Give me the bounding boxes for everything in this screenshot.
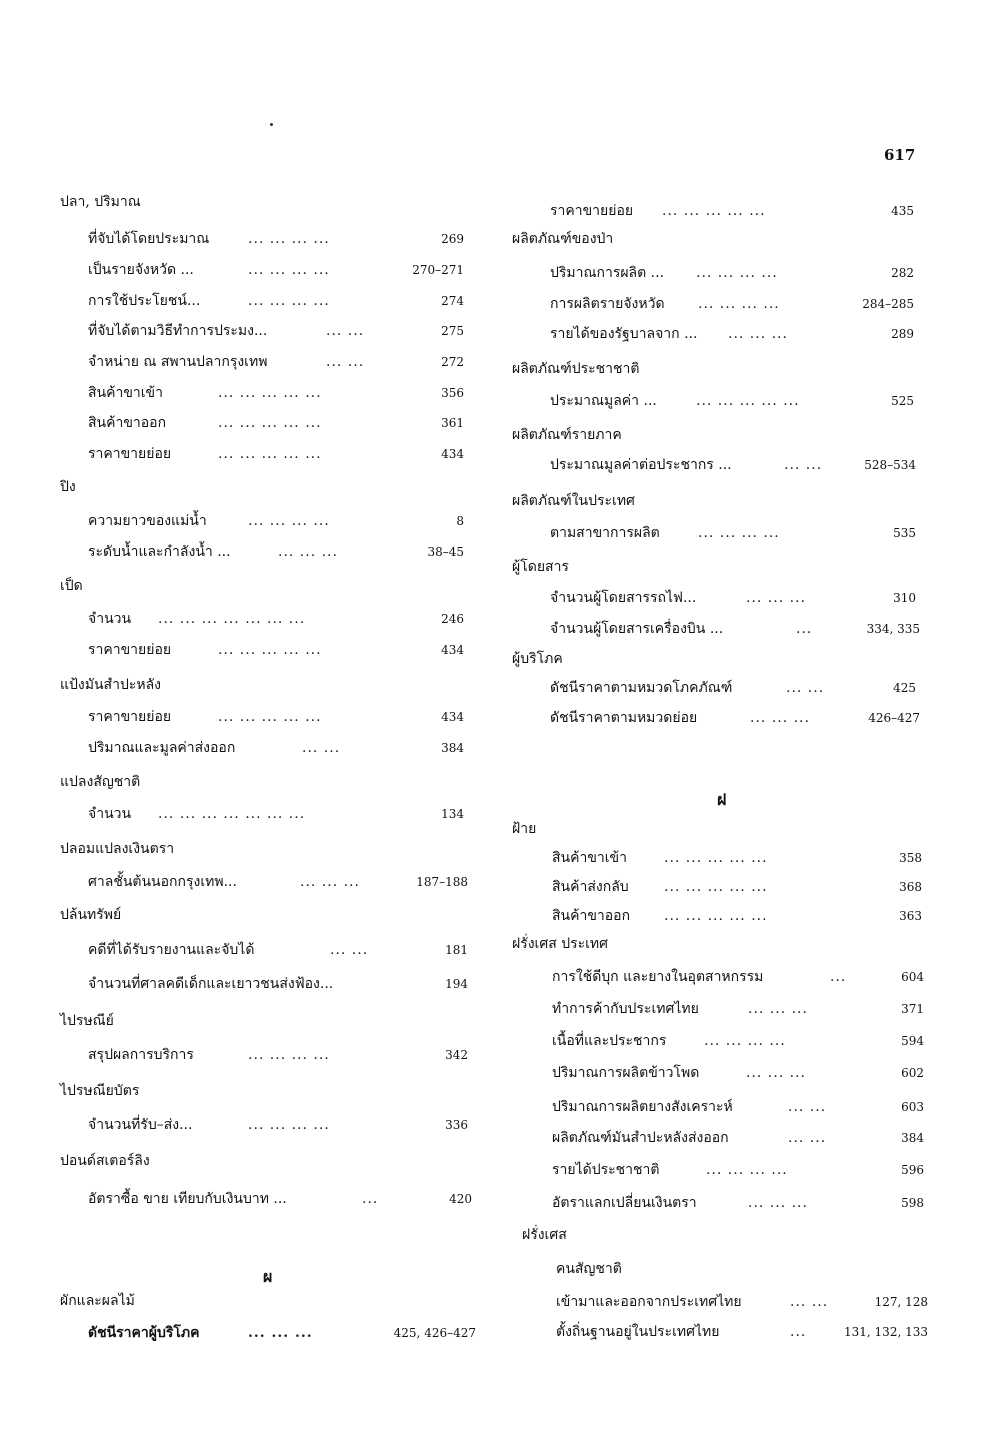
index-entry: ราคาขายย่อย ... ... ... ... ... 435 [550,203,914,219]
heading-pet: เป็ด [60,578,83,594]
index-entry: ปริมาณการผลิตข้าวโพด ... ... ... 602 [552,1065,924,1081]
index-entry: เข้ามาและออกจากประเทศไทย ... ... 127, 128 [556,1294,928,1310]
index-entry: ดัชนีราคาตามหมวดโภคภัณฑ์ ... ... 425 [550,680,916,696]
index-entry: สรุปผลการบริการ ... ... ... ... 342 [88,1047,468,1063]
index-entry: ประมาณมูลค่าต่อประชากร ... ... ... 528–534 [550,457,916,473]
heading-phuboriphok: ผู้บริโภค [512,651,563,667]
index-entry: ที่จับได้โดยประมาณ ... ... ... ... 269 [88,231,464,247]
heading-prai: ไปรษณีย์ [60,1013,114,1029]
heading-plaeng: แปลงสัญชาติ [60,774,141,790]
heading-paeng: แป้งมันสำปะหลัง [60,677,162,693]
heading-fai: ฝ้าย [512,821,537,837]
index-entry: รายได้ประชาชาติ ... ... ... ... 596 [552,1162,924,1178]
stray-mark [270,123,273,126]
heading-phudoisan: ผู้โดยสาร [512,559,569,575]
index-entry: สินค้าส่งกลับ ... ... ... ... ... 368 [552,879,922,895]
heading-plom: ปลอมแปลงเงินตรา [60,841,175,857]
heading-plon: ปล้นทรัพย์ [60,907,122,923]
index-entry: ราคาขายย่อย ... ... ... ... ... 434 [88,446,464,462]
heading-pond: ปอนด์สเตอร์ลิง [60,1153,150,1169]
index-entry: การใช้ดีบุก และยางในอุตสาหกรรม ... 604 [552,969,924,985]
heading-pa: ผลิตภัณฑ์ของป่า [512,231,614,247]
index-entry: ปริมาณการผลิต ... ... ... ... ... 282 [550,265,914,281]
index-entry: ดัชนีราคาตามหมวดย่อย ... ... ... 426–427 [550,710,920,726]
heading-farangset: ฝรั่งเศส [522,1227,567,1243]
index-entry: เนื้อที่และประชากร ... ... ... ... 594 [552,1033,924,1049]
section-letter-fo: ฝ [717,790,727,809]
index-entry: รายได้ของรัฐบาลจาก ... ... ... ... 289 [550,326,914,342]
index-entry: ราคาขายย่อย ... ... ... ... ... 434 [88,709,464,725]
heading-france: ฝรั่งเศส ประเทศ [512,936,609,952]
index-entry: จำนวนผู้โดยสารรถไฟ... ... ... ... 310 [550,590,916,606]
heading-naiprathet: ผลิตภัณฑ์ในประเทศ [512,493,635,509]
index-entry: ดัชนีราคาผู้บริโภค ... ... ... 425, 426–427 [88,1325,476,1341]
index-entry: จำนวนที่รับ–ส่ง... ... ... ... ... 336 [88,1117,468,1133]
index-entry: อัตราแลกเปลี่ยนเงินตรา ... ... ... 598 [552,1195,924,1211]
index-entry: จำนวน ... ... ... ... ... ... ... 246 [88,611,464,627]
heading-raiphak: ผลิตภัณฑ์รายภาค [512,427,622,443]
index-entry: การใช้ประโยชน์... ... ... ... ... 274 [88,293,464,309]
heading-pracha: ผลิตภัณฑ์ประชาชาติ [512,361,640,377]
index-entry: ศาลชั้นต้นนอกกรุงเทพ... ... ... ... 187–188 [88,874,468,890]
index-entry: เป็นรายจังหวัด ... ... ... ... ... 270–271 [88,262,464,278]
heading-praibat: ไปรษณียบัตร [60,1083,140,1099]
index-entry: จำนวน ... ... ... ... ... ... ... 134 [88,806,464,822]
index-entry: ระดับน้ำและกำลังน้ำ ... ... ... ... 38–45 [88,544,464,560]
heading-pla: ปลา, ปริมาณ [60,194,141,210]
index-entry: ที่จับได้ตามวิธีทำการประมง... ... ... 275 [88,323,464,339]
index-entry: ทำการค้ากับประเทศไทย ... ... ... 371 [552,1001,924,1017]
heading-phak: ผักและผลไม้ [60,1293,135,1309]
index-entry: สินค้าขาออก ... ... ... ... ... 363 [552,908,922,924]
index-entry: จำนวนผู้โดยสารเครื่องบิน ... ... 334, 335 [550,621,920,637]
heading-ping: ปิง [60,479,76,495]
index-entry: จำหน่าย ณ สพานปลากรุงเทพ ... ... 272 [88,354,464,370]
index-entry: ปริมาณการผลิตยางสังเคราะห์ ... ... 603 [552,1099,924,1115]
index-entry: ประมาณมูลค่า ... ... ... ... ... ... 525 [550,393,914,409]
index-entry: ตามสาขาการผลิต ... ... ... ... 535 [550,525,916,541]
index-entry: ราคาขายย่อย ... ... ... ... ... 434 [88,642,464,658]
index-entry: สินค้าขาออก ... ... ... ... ... 361 [88,415,464,431]
page-number: 617 [884,146,916,164]
index-entry: ผลิตภัณฑ์มันสำปะหลังส่งออก ... ... 384 [552,1130,924,1146]
index-entry: สินค้าขาเข้า ... ... ... ... ... 358 [552,850,922,866]
subheading-khonsanchat: คนสัญชาติ [556,1261,622,1277]
index-entry: คดีที่ได้รับรายงานและจับได้ ... ... 181 [88,942,468,958]
index-entry: ความยาวของแม่น้ำ ... ... ... ... 8 [88,513,464,529]
index-entry: การผลิตรายจังหวัด ... ... ... ... 284–285 [550,296,914,312]
index-entry: สินค้าขาเข้า ... ... ... ... ... 356 [88,385,464,401]
index-entry: อัตราซื้อ ขาย เทียบกับเงินบาท ... ... 420 [88,1191,472,1207]
section-letter-pho: ผ [263,1267,273,1286]
index-entry: ปริมาณและมูลค่าส่งออก ... ... 384 [88,740,464,756]
index-entry: ตั้งถิ่นฐานอยู่ในประเทศไทย ... 131, 132, 133 [556,1324,928,1340]
index-entry: จำนวนที่ศาลคดีเด็กและเยาวชนส่งฟ้อง... 194 [88,976,468,992]
